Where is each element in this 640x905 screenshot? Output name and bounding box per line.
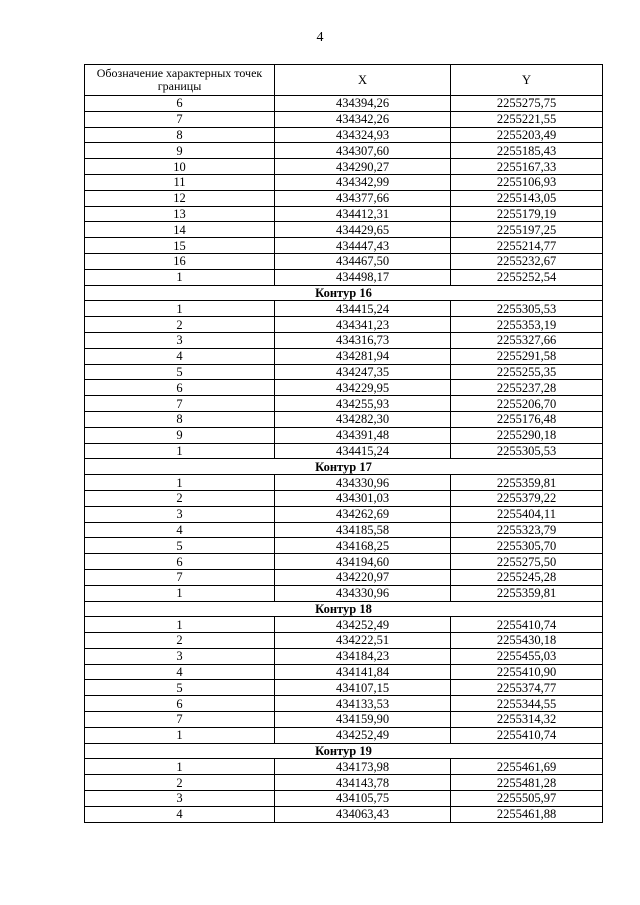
section-row bbox=[85, 601, 603, 617]
point-number: 11 bbox=[85, 174, 275, 190]
x-coordinate: 434105,75 bbox=[275, 791, 451, 807]
table-row bbox=[85, 380, 603, 396]
point-number: 8 bbox=[85, 127, 275, 143]
point-number: 6 bbox=[85, 696, 275, 712]
y-coordinate: 2255275,75 bbox=[451, 96, 603, 112]
table-row bbox=[85, 664, 603, 680]
y-coordinate: 2255185,43 bbox=[451, 143, 603, 159]
y-coordinate: 2255143,05 bbox=[451, 190, 603, 206]
x-coordinate: 434415,24 bbox=[275, 301, 451, 317]
y-coordinate: 2255305,53 bbox=[451, 443, 603, 459]
y-coordinate: 2255291,58 bbox=[451, 348, 603, 364]
table-row bbox=[85, 143, 603, 159]
section-row bbox=[85, 459, 603, 475]
point-number: 4 bbox=[85, 664, 275, 680]
y-coordinate: 2255290,18 bbox=[451, 427, 603, 443]
table-row bbox=[85, 696, 603, 712]
point-number: 3 bbox=[85, 332, 275, 348]
y-coordinate: 2255359,81 bbox=[451, 585, 603, 601]
y-coordinate: 2255481,28 bbox=[451, 775, 603, 791]
y-coordinate: 2255353,19 bbox=[451, 317, 603, 333]
point-number: 3 bbox=[85, 506, 275, 522]
point-number: 13 bbox=[85, 206, 275, 222]
y-coordinate: 2255323,79 bbox=[451, 522, 603, 538]
y-coordinate: 2255106,93 bbox=[451, 174, 603, 190]
table-row bbox=[85, 348, 603, 364]
table-row bbox=[85, 174, 603, 190]
table-row bbox=[85, 238, 603, 254]
table-row bbox=[85, 427, 603, 443]
table-row bbox=[85, 617, 603, 633]
point-number: 3 bbox=[85, 791, 275, 807]
y-coordinate: 2255461,69 bbox=[451, 759, 603, 775]
point-number: 6 bbox=[85, 554, 275, 570]
y-coordinate: 2255214,77 bbox=[451, 238, 603, 254]
y-coordinate: 2255410,90 bbox=[451, 664, 603, 680]
coordinates-table bbox=[84, 64, 603, 823]
table-row bbox=[85, 648, 603, 664]
point-number: 1 bbox=[85, 443, 275, 459]
section-row bbox=[85, 285, 603, 301]
y-coordinate: 2255252,54 bbox=[451, 269, 603, 285]
point-number: 3 bbox=[85, 648, 275, 664]
table-row bbox=[85, 269, 603, 285]
table-row bbox=[85, 791, 603, 807]
table-row bbox=[85, 712, 603, 728]
section-row bbox=[85, 743, 603, 759]
table-body bbox=[85, 96, 603, 823]
table-row bbox=[85, 806, 603, 822]
y-coordinate: 2255197,25 bbox=[451, 222, 603, 238]
y-coordinate: 2255430,18 bbox=[451, 633, 603, 649]
table-row bbox=[85, 585, 603, 601]
table-row bbox=[85, 775, 603, 791]
x-coordinate: 434133,53 bbox=[275, 696, 451, 712]
y-coordinate: 2255410,74 bbox=[451, 617, 603, 633]
point-number: 7 bbox=[85, 396, 275, 412]
x-coordinate: 434290,27 bbox=[275, 159, 451, 175]
point-number: 2 bbox=[85, 775, 275, 791]
y-coordinate: 2255410,74 bbox=[451, 727, 603, 743]
y-coordinate: 2255167,33 bbox=[451, 159, 603, 175]
y-coordinate: 2255505,97 bbox=[451, 791, 603, 807]
y-coordinate: 2255305,70 bbox=[451, 538, 603, 554]
table-row bbox=[85, 222, 603, 238]
y-coordinate: 2255179,19 bbox=[451, 206, 603, 222]
y-coordinate: 2255232,67 bbox=[451, 253, 603, 269]
page-number: 4 bbox=[316, 30, 324, 45]
table-row bbox=[85, 190, 603, 206]
x-coordinate: 434262,69 bbox=[275, 506, 451, 522]
point-number: 1 bbox=[85, 269, 275, 285]
x-coordinate: 434282,30 bbox=[275, 411, 451, 427]
x-coordinate: 434498,17 bbox=[275, 269, 451, 285]
y-coordinate: 2255245,28 bbox=[451, 569, 603, 585]
table-row bbox=[85, 506, 603, 522]
point-number: 6 bbox=[85, 380, 275, 396]
table-row bbox=[85, 411, 603, 427]
point-number: 1 bbox=[85, 585, 275, 601]
point-number: 12 bbox=[85, 190, 275, 206]
x-coordinate: 434063,43 bbox=[275, 806, 451, 822]
x-coordinate: 434301,03 bbox=[275, 490, 451, 506]
section-title: Контур 16 bbox=[85, 285, 603, 301]
table-row bbox=[85, 111, 603, 127]
table-row bbox=[85, 396, 603, 412]
x-coordinate: 434184,23 bbox=[275, 648, 451, 664]
table-row bbox=[85, 569, 603, 585]
y-coordinate: 2255203,49 bbox=[451, 127, 603, 143]
table-row bbox=[85, 332, 603, 348]
table-row bbox=[85, 317, 603, 333]
x-coordinate: 434281,94 bbox=[275, 348, 451, 364]
table-row bbox=[85, 554, 603, 570]
section-title: Контур 19 bbox=[85, 743, 603, 759]
point-number: 7 bbox=[85, 712, 275, 728]
x-coordinate: 434252,49 bbox=[275, 617, 451, 633]
table-row bbox=[85, 727, 603, 743]
y-coordinate: 2255275,50 bbox=[451, 554, 603, 570]
x-coordinate: 434316,73 bbox=[275, 332, 451, 348]
point-number: 6 bbox=[85, 96, 275, 112]
x-coordinate: 434222,51 bbox=[275, 633, 451, 649]
y-coordinate: 2255176,48 bbox=[451, 411, 603, 427]
x-coordinate: 434159,90 bbox=[275, 712, 451, 728]
y-coordinate: 2255221,55 bbox=[451, 111, 603, 127]
x-coordinate: 434168,25 bbox=[275, 538, 451, 554]
x-coordinate: 434255,93 bbox=[275, 396, 451, 412]
table-row bbox=[85, 490, 603, 506]
point-number: 2 bbox=[85, 317, 275, 333]
table-row bbox=[85, 127, 603, 143]
y-coordinate: 2255314,32 bbox=[451, 712, 603, 728]
point-number: 1 bbox=[85, 617, 275, 633]
header-y: Y bbox=[451, 65, 603, 96]
table-row bbox=[85, 253, 603, 269]
x-coordinate: 434341,23 bbox=[275, 317, 451, 333]
y-coordinate: 2255455,03 bbox=[451, 648, 603, 664]
x-coordinate: 434342,99 bbox=[275, 174, 451, 190]
x-coordinate: 434229,95 bbox=[275, 380, 451, 396]
x-coordinate: 434467,50 bbox=[275, 253, 451, 269]
y-coordinate: 2255344,55 bbox=[451, 696, 603, 712]
point-number: 5 bbox=[85, 364, 275, 380]
table-row bbox=[85, 522, 603, 538]
x-coordinate: 434377,66 bbox=[275, 190, 451, 206]
x-coordinate: 434415,24 bbox=[275, 443, 451, 459]
table-row bbox=[85, 159, 603, 175]
table-row bbox=[85, 301, 603, 317]
header-point-designation: Обозначение характерных точек границы bbox=[85, 65, 275, 96]
table-row bbox=[85, 206, 603, 222]
table-row bbox=[85, 364, 603, 380]
table-row bbox=[85, 443, 603, 459]
x-coordinate: 434185,58 bbox=[275, 522, 451, 538]
y-coordinate: 2255206,70 bbox=[451, 396, 603, 412]
x-coordinate: 434391,48 bbox=[275, 427, 451, 443]
x-coordinate: 434173,98 bbox=[275, 759, 451, 775]
x-coordinate: 434330,96 bbox=[275, 585, 451, 601]
point-number: 10 bbox=[85, 159, 275, 175]
x-coordinate: 434143,78 bbox=[275, 775, 451, 791]
table-row bbox=[85, 680, 603, 696]
point-number: 4 bbox=[85, 806, 275, 822]
section-title: Контур 17 bbox=[85, 459, 603, 475]
x-coordinate: 434394,26 bbox=[275, 96, 451, 112]
x-coordinate: 434252,49 bbox=[275, 727, 451, 743]
point-number: 9 bbox=[85, 427, 275, 443]
point-number: 14 bbox=[85, 222, 275, 238]
point-number: 1 bbox=[85, 301, 275, 317]
x-coordinate: 434220,97 bbox=[275, 569, 451, 585]
x-coordinate: 434429,65 bbox=[275, 222, 451, 238]
y-coordinate: 2255327,66 bbox=[451, 332, 603, 348]
point-number: 2 bbox=[85, 633, 275, 649]
x-coordinate: 434247,35 bbox=[275, 364, 451, 380]
x-coordinate: 434342,26 bbox=[275, 111, 451, 127]
point-number: 16 bbox=[85, 253, 275, 269]
table-row bbox=[85, 538, 603, 554]
x-coordinate: 434307,60 bbox=[275, 143, 451, 159]
table-row bbox=[85, 96, 603, 112]
y-coordinate: 2255379,22 bbox=[451, 490, 603, 506]
y-coordinate: 2255305,53 bbox=[451, 301, 603, 317]
table-row bbox=[85, 759, 603, 775]
point-number: 4 bbox=[85, 522, 275, 538]
table-row bbox=[85, 475, 603, 491]
point-number: 7 bbox=[85, 569, 275, 585]
x-coordinate: 434194,60 bbox=[275, 554, 451, 570]
section-title: Контур 18 bbox=[85, 601, 603, 617]
y-coordinate: 2255461,88 bbox=[451, 806, 603, 822]
point-number: 2 bbox=[85, 490, 275, 506]
x-coordinate: 434107,15 bbox=[275, 680, 451, 696]
x-coordinate: 434447,43 bbox=[275, 238, 451, 254]
table-header-row bbox=[85, 65, 603, 96]
point-number: 1 bbox=[85, 475, 275, 491]
point-number: 4 bbox=[85, 348, 275, 364]
x-coordinate: 434141,84 bbox=[275, 664, 451, 680]
y-coordinate: 2255374,77 bbox=[451, 680, 603, 696]
x-coordinate: 434412,31 bbox=[275, 206, 451, 222]
point-number: 9 bbox=[85, 143, 275, 159]
table-row bbox=[85, 633, 603, 649]
y-coordinate: 2255404,11 bbox=[451, 506, 603, 522]
x-coordinate: 434330,96 bbox=[275, 475, 451, 491]
header-x: X bbox=[275, 65, 451, 96]
point-number: 5 bbox=[85, 538, 275, 554]
point-number: 7 bbox=[85, 111, 275, 127]
point-number: 15 bbox=[85, 238, 275, 254]
y-coordinate: 2255255,35 bbox=[451, 364, 603, 380]
point-number: 8 bbox=[85, 411, 275, 427]
point-number: 1 bbox=[85, 727, 275, 743]
y-coordinate: 2255237,28 bbox=[451, 380, 603, 396]
point-number: 1 bbox=[85, 759, 275, 775]
y-coordinate: 2255359,81 bbox=[451, 475, 603, 491]
point-number: 5 bbox=[85, 680, 275, 696]
x-coordinate: 434324,93 bbox=[275, 127, 451, 143]
